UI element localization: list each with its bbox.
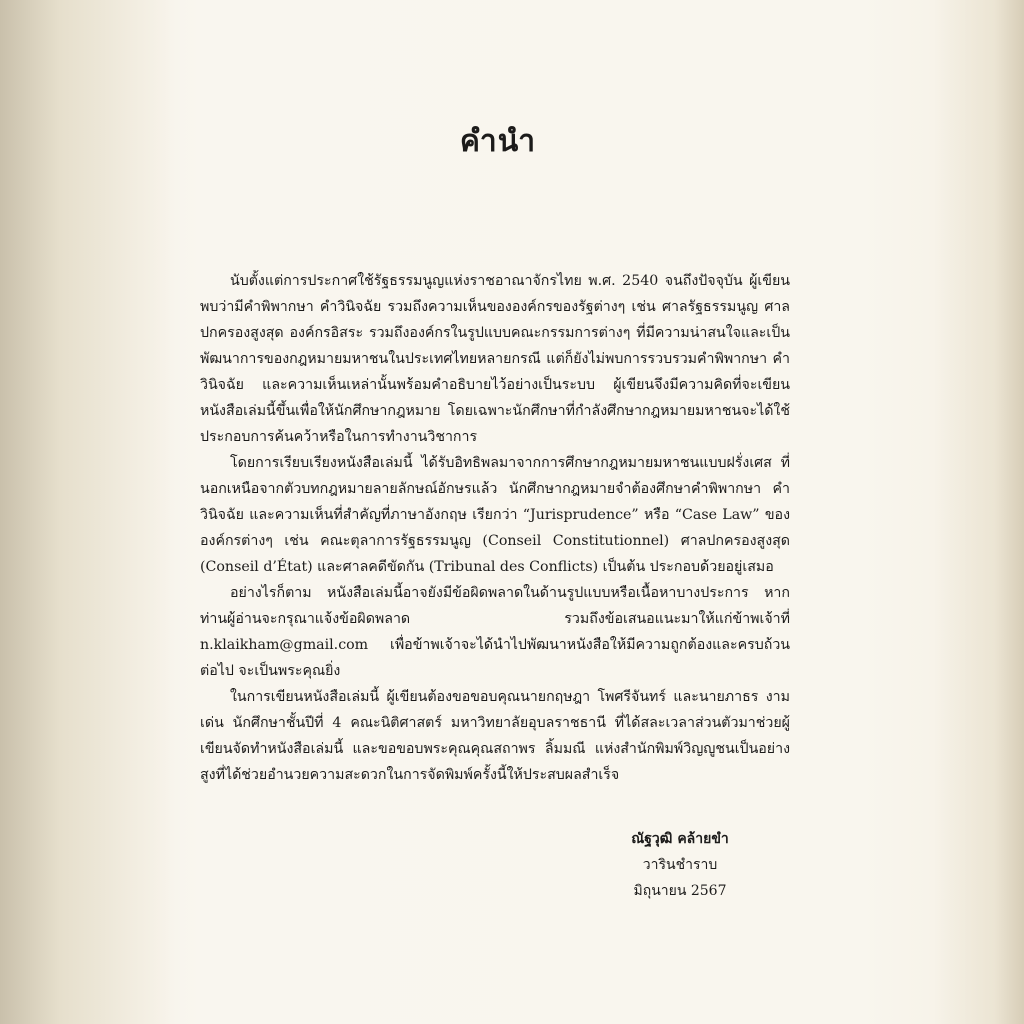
author-signature bbox=[580, 826, 780, 904]
book-gutter-shadow bbox=[0, 0, 175, 1024]
preface-body bbox=[200, 268, 790, 788]
paragraph-2: โดยการเรียบเรียงหนังสือเล่มนี้ ได้รับอิทธิพลมาจากการศึกษากฎหมายมหาชนแบบฝรั่งเศส ที่นอกเหนือจากตัวบทกฎหมายลายลักษณ์อักษรแล้ว นักศึกษากฎหมายจำต้องศึกษาคำพิพากษา คำวินิจฉัย และความเห็นที่สำคัญที่ภาษาอังกฤษ เรียกว่า “Jurisprudence” หรือ “Case Law” ขององค์กรต่างๆ เช่น คณะตุลาการรัฐธรรมนูญ (Conseil Constitutionnel) ศาลปกครองสูงสุด (Conseil d’État) และศาลคดีขัดกัน (Tribunal des Conflicts) เป็นต้น ประกอบด้วยอยู่เสมอ bbox=[200, 455, 790, 575]
paragraph-3: อย่างไรก็ตาม หนังสือเล่มนี้อาจยังมีข้อผิดพลาดในด้านรูปแบบหรือเนื้อหาบางประการ หากท่านผู้อ่านจะกรุณาแจ้งข้อผิดพลาด รวมถึงข้อเสนอแนะมาให้แก่ข้าพเจ้าที่ n.klaikham@gmail.com เพื่อข้าพเจ้าจะได้นำไปพัฒนาหนังสือให้มีความถูกต้องและครบถ้วนต่อไป จะเป็นพระคุณยิ่ง bbox=[200, 585, 790, 679]
page-edge-shadow bbox=[934, 0, 1024, 1024]
author-name: ณัฐวุฒิ คล้ายขำ bbox=[631, 831, 729, 847]
preface-page bbox=[200, 0, 796, 1024]
paragraph-4: ในการเขียนหนังสือเล่มนี้ ผู้เขียนต้องขอขอบคุณนายกฤษฎา โพศรีจันทร์ และนายภาธร งามเด่น นักศึกษาชั้นปีที่ 4 คณะนิติศาสตร์ มหาวิทยาลัยอุบลราชธานี ที่ได้สละเวลาส่วนตัวมาช่วยผู้เขียนจัดทำหนังสือเล่มนี้ และขอขอบพระคุณคุณสถาพร ลิ้มมณี แห่งสำนักพิมพ์วิญญูชนเป็นอย่างสูงที่ได้ช่วยอำนวยความสะดวกในการจัดพิมพ์ครั้งนี้ให้ประสบผลสำเร็จ bbox=[200, 689, 790, 783]
paragraph-1: นับตั้งแต่การประกาศใช้รัฐธรรมนูญแห่งราชอาณาจักรไทย พ.ศ. 2540 จนถึงปัจจุบัน ผู้เขียนพบว่ามีคำพิพากษา คำวินิจฉัย รวมถึงความเห็นขององค์กรของรัฐต่างๆ เช่น ศาลรัฐธรรมนูญ ศาลปกครองสูงสุด องค์กรอิสระ รวมถึงองค์กรในรูปแบบคณะกรรมการต่างๆ ที่มีความน่าสนใจและเป็นพัฒนาการของกฎหมายมหาชนในประเทศไทยหลายกรณี แต่ก็ยังไม่พบการรวบรวมคำพิพากษา คำวินิจฉัย และความเห็นเหล่านั้นพร้อมคำอธิบายไว้อย่างเป็นระบบ ผู้เขียนจึงมีความคิดที่จะเขียนหนังสือเล่มนี้ขึ้นเพื่อให้นักศึกษากฎหมาย โดยเฉพาะนักศึกษาที่กำลังศึกษากฎหมายมหาชนจะได้ใช้ประกอบการค้นคว้าหรือในการทำงานวิชาการ bbox=[200, 273, 790, 445]
signature-date: มิถุนายน 2567 bbox=[633, 883, 727, 899]
page-title: คำนำ bbox=[459, 124, 537, 159]
signature-place: วารินชำราบ bbox=[642, 857, 718, 873]
